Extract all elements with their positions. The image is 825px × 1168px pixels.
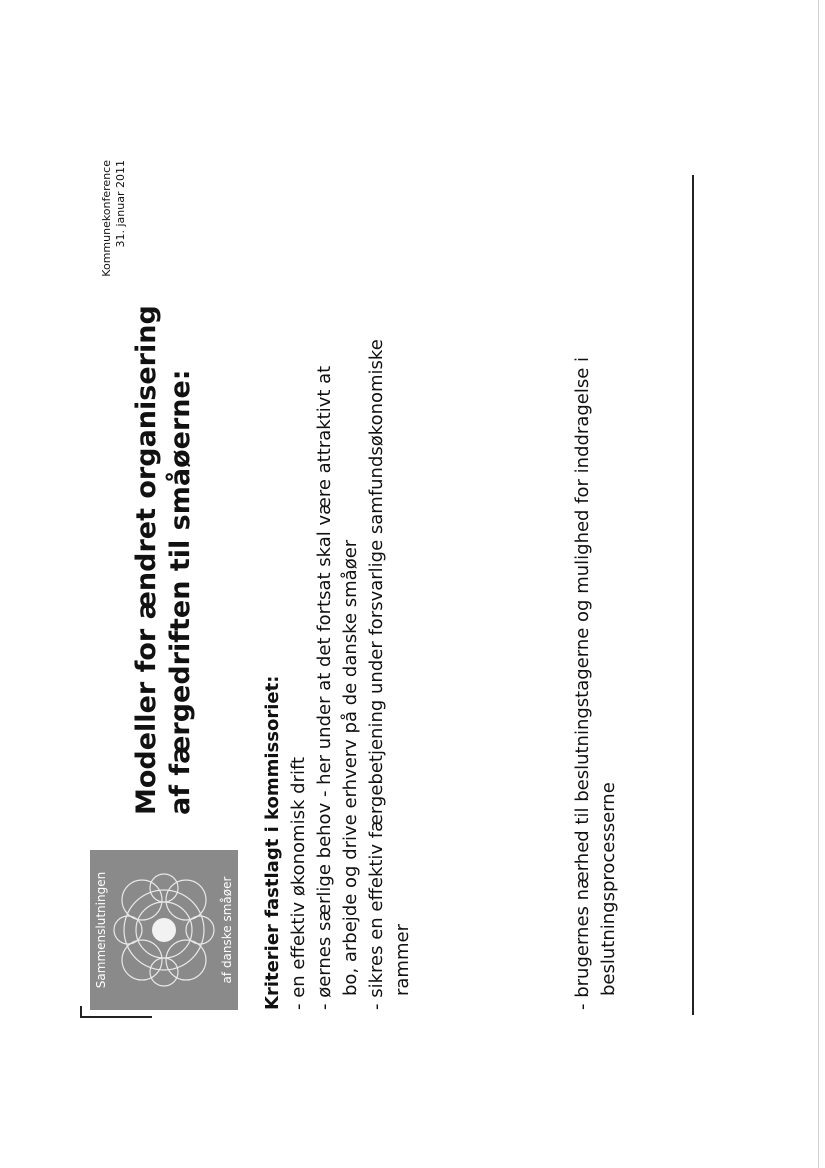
organization-logo <box>90 850 238 1010</box>
criteria-line: - øernes særlige behov - her under at det fortsat skal være attraktivt at <box>314 365 335 1010</box>
criteria-line: bo, arbejde og drive erhverv på de danske småøer <box>340 539 361 996</box>
logo-pattern-icon <box>112 870 216 990</box>
conference-name: Kommunekonference <box>100 160 113 277</box>
page-edge <box>818 0 819 1168</box>
title-line-1: Modeller for ændret organisering <box>131 305 162 815</box>
criteria-section <box>260 130 416 1010</box>
extra-line: beslutningsprocesserne <box>598 782 619 996</box>
bottom-divider <box>692 175 694 1015</box>
logo-top-text: Sammenslutningen <box>94 871 108 989</box>
extra-criteria-section <box>570 130 622 1010</box>
slide-title <box>130 255 198 815</box>
conference-info <box>100 160 128 277</box>
conference-date: 31. januar 2011 <box>114 160 127 248</box>
criteria-heading: Kriterier fastlagt i kommissoriet: <box>262 675 283 1010</box>
extra-line: - brugernes nærhed til beslutningstagerne og mulighed for inddragelse i <box>572 356 593 1010</box>
criteria-line: - sikres en effektiv færgebetjening under forsvarlige samfundsøkonomiske <box>366 339 387 1010</box>
logo-bottom-text: af danske småøer <box>220 876 234 984</box>
title-line-2: af færgedriften til småøerne: <box>165 369 196 815</box>
criteria-line: - en effektiv økonomisk drift <box>288 756 309 1010</box>
criteria-line: rammer <box>392 924 413 996</box>
slide <box>80 110 720 1030</box>
